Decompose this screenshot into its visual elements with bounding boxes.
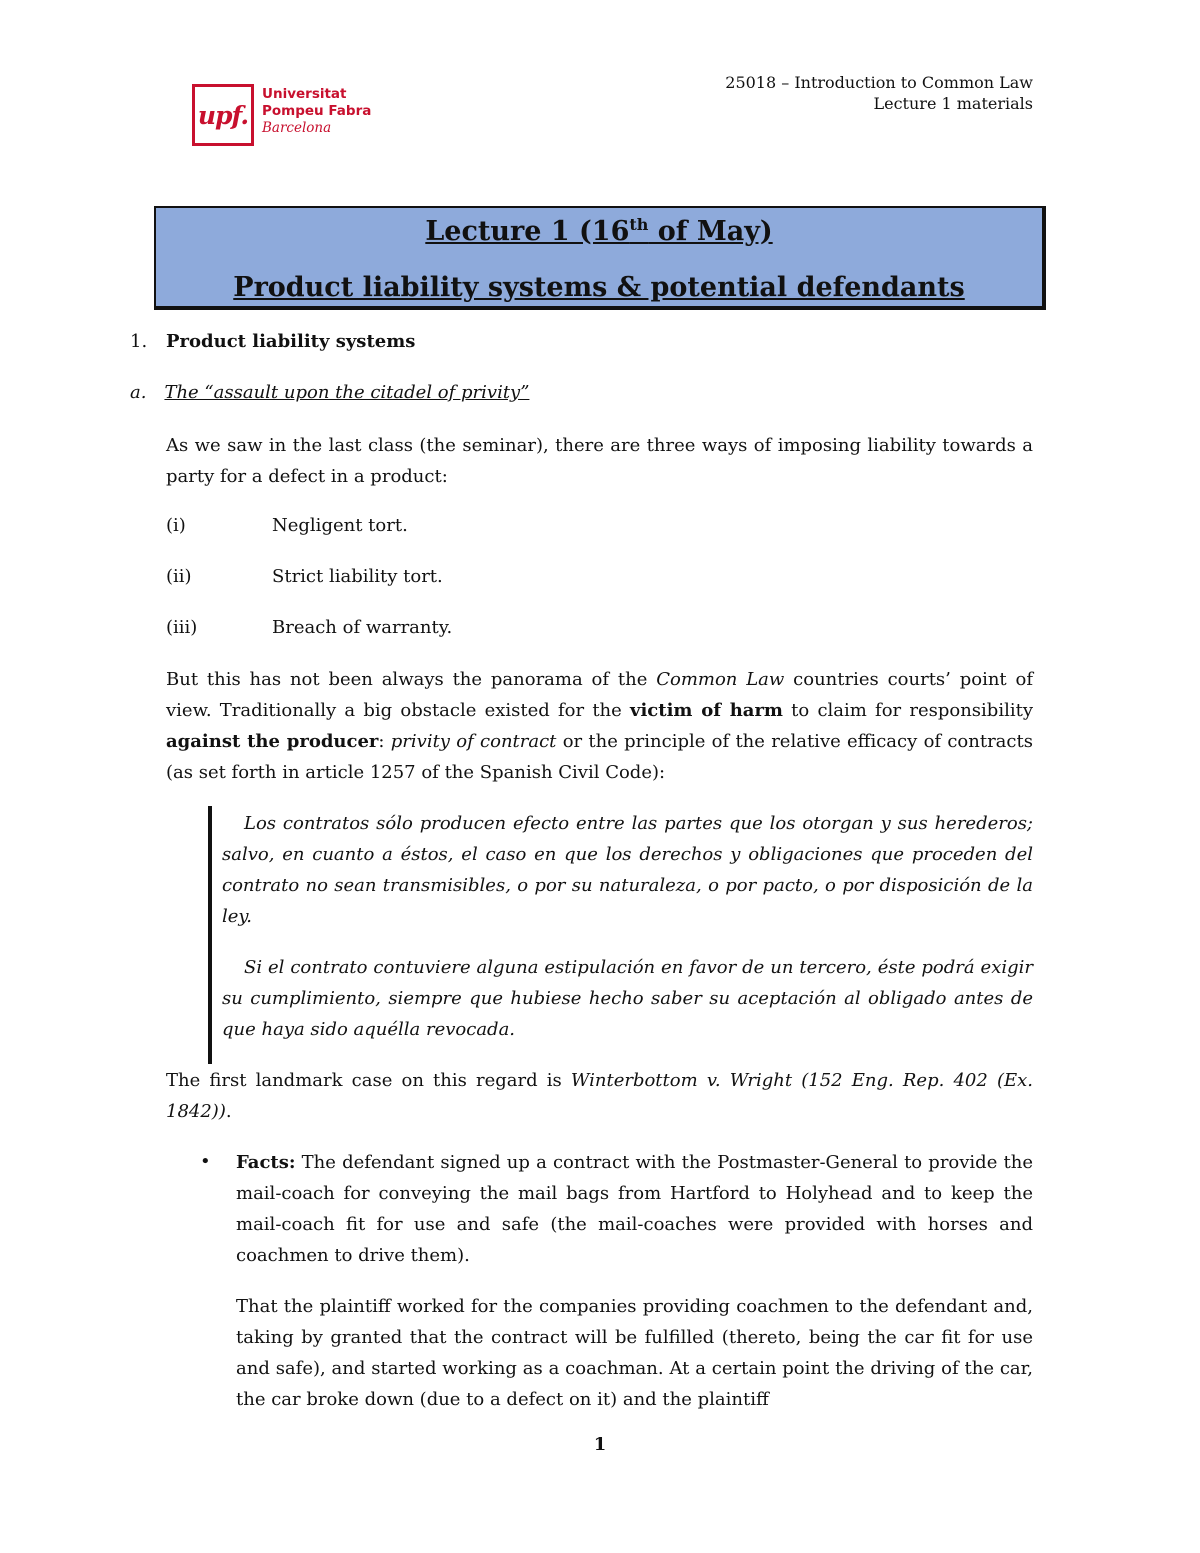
facts-paragraph: Facts: The defendant signed up a contract with the Postmaster-General to provide the mail-coach for conveying the mail bags from Hartford to Holyhead and to keep the mail-coach fit for use and safe (the mail-coaches were provided with horses and coachmen to drive them). — [236, 1152, 1033, 1266]
quote-paragraph: Si el contrato contuviere alguna estipulación en favor de un tercero, éste podrá exigir su cumplimiento, siempre que hubiese hecho saber su aceptación al obligado antes de que haya sido aquélla revocada. — [222, 957, 1033, 1040]
quote-bar — [208, 806, 212, 1064]
title-box — [154, 206, 1046, 310]
quote-paragraph: Los contratos sólo producen efecto entre las partes que los otorgan y sus herederos; salvo, en cuanto a éstos, el caso en que los derechos y obligaciones que proceden del contrato no sean transmisibles, o por su naturaleza, o por pacto, o por disposición de la ley. — [222, 813, 1033, 927]
subsection-heading: a. The “assault upon the citadel of privity” — [130, 382, 530, 403]
section-heading: 1. Product liability systems — [130, 331, 416, 352]
page-header — [725, 72, 1033, 114]
bullet-icon: • — [200, 1151, 211, 1172]
list-item: (i) Negligent tort. — [166, 515, 408, 536]
case-paragraph: The first landmark case on this regard is Winterbottom v. Wright (152 Eng. Rep. 402 (Ex. 1842)). — [166, 1070, 1033, 1122]
list-item: (ii) Strict liability tort. — [166, 566, 443, 587]
facts-continuation: That the plaintiff worked for the companies providing coachmen to the defendant and, taking by granted that the contract will be fulfilled (thereto, being the car fit for use and safe), and started working as a coachman. At a certain point the driving of the car, the car broke down (due to a defect on it) and the plaintiff — [236, 1296, 1033, 1410]
list-item: (iii) Breach of warranty. — [166, 617, 453, 638]
page-number: 1 — [593, 1434, 607, 1455]
lecture-subtitle: Product liability systems & potential defendants — [233, 272, 965, 303]
upf-logo-text: Universitat Pompeu Fabra Barcelona — [262, 86, 372, 136]
upf-logo-mark: upf. — [192, 84, 254, 146]
course-code: 25018 – Introduction to Common Law — [725, 73, 1033, 92]
privity-paragraph: But this has not been always the panorama of the Common Law countries courts’ point of view. Traditionally a big obstacle existed for the victim of harm to claim for responsibility against the producer: privity of contract or the principle of the relative efficacy of contracts (as set forth in article 1257 of the Spanish Civil Code): — [166, 669, 1033, 783]
intro-paragraph: As we saw in the last class (the seminar), there are three ways of imposing liability towards a party for a defect in a product: — [166, 435, 1033, 487]
lecture-title: Lecture 1 (16th of May) — [425, 215, 773, 247]
materials-label: Lecture 1 materials — [873, 94, 1033, 113]
